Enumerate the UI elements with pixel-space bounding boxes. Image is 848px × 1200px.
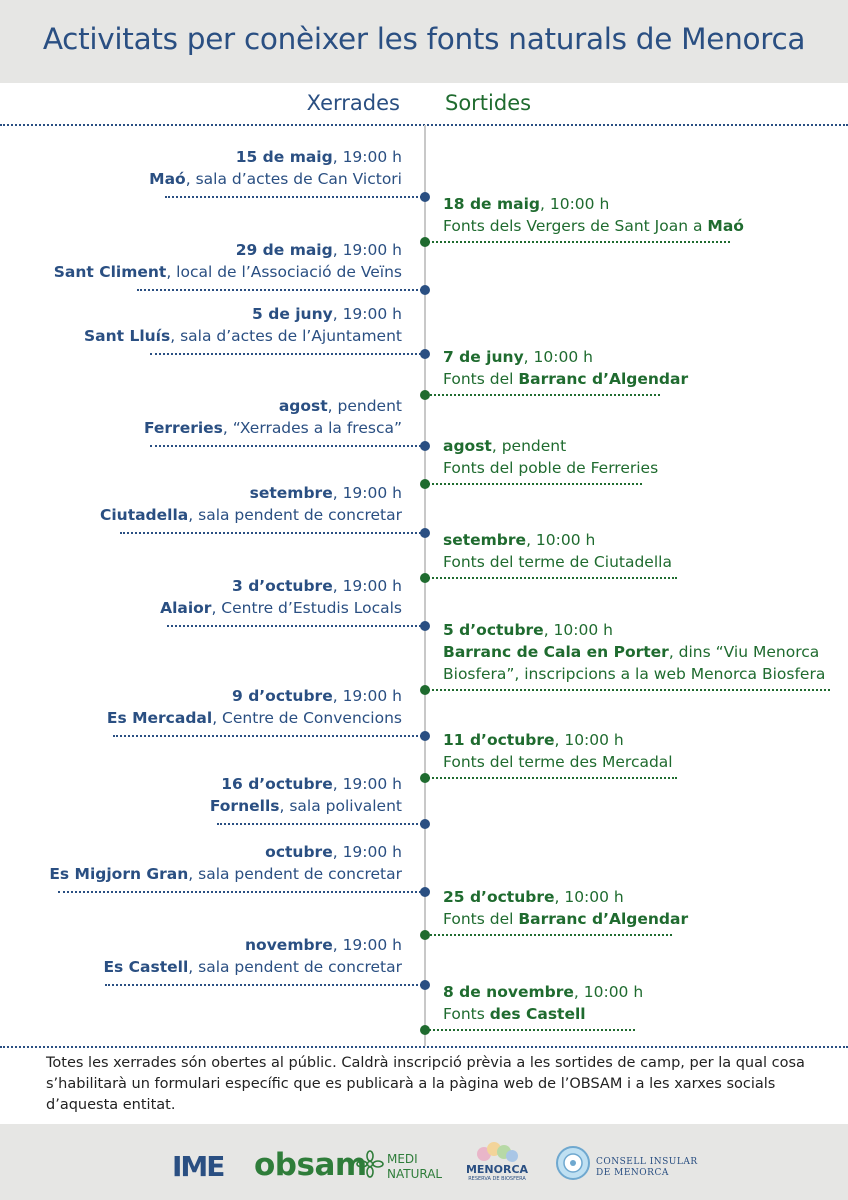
xerrada-entry <box>144 395 402 439</box>
sortida-underline <box>425 577 677 579</box>
xerrada-date: setembre <box>249 484 333 502</box>
xerrada-timeline-dot <box>420 285 430 295</box>
xerrada-date: agost <box>278 397 328 415</box>
obsam-logo: obsam <box>254 1147 367 1183</box>
sortida-date: agost <box>443 437 492 455</box>
sortida-underline <box>425 934 672 936</box>
xerrada-place-line <box>103 956 402 978</box>
sortida-underline <box>425 394 660 396</box>
xerrada-entry <box>49 841 402 885</box>
xerrada-place: Sant Climent <box>53 263 167 281</box>
xerrada-detail: , Centre d’Estudis Locals <box>211 599 402 617</box>
xerrada-timeline-dot <box>420 192 430 202</box>
sortida-underline <box>425 689 830 691</box>
sortida-time: , 10:00 h <box>523 348 593 366</box>
sortida-date: 11 d’octubre <box>443 731 555 749</box>
xerrada-place: Ciutadella <box>99 506 189 524</box>
sortida-time: , 10:00 h <box>573 983 644 1001</box>
sortida-entry <box>443 981 643 1025</box>
sortida-date-line <box>443 981 643 1003</box>
sortida-underline <box>425 777 677 779</box>
sortida-timeline-dot <box>420 685 430 695</box>
sortida-place-text: Fonts del terme des Mercadal <box>443 753 673 771</box>
sortida-underline <box>425 483 642 485</box>
sortida-date: 25 d’octubre <box>443 888 555 906</box>
xerrada-place-line <box>160 597 402 619</box>
xerrada-date-line <box>100 482 402 504</box>
xerrada-entry <box>210 773 402 817</box>
xerrada-place: Es Castell <box>103 958 189 976</box>
xerrada-date-line <box>103 934 402 956</box>
sortida-entry <box>443 619 825 685</box>
xerrada-underline <box>167 625 425 627</box>
xerrada-time: , pendent <box>327 397 402 415</box>
xerrada-timeline-dot <box>420 731 430 741</box>
xerrada-underline <box>58 891 425 893</box>
xerrada-detail: , sala polivalent <box>279 797 402 815</box>
consell-seal-icon <box>555 1145 591 1181</box>
sortida-place-text: Fonts <box>443 1005 490 1023</box>
xerrada-place-line <box>100 504 402 526</box>
sortida-timeline-dot <box>420 573 430 583</box>
timeline-axis <box>424 125 426 1046</box>
sortida-time: , 10:00 h <box>526 531 596 549</box>
sortida-time: , 10:00 h <box>540 195 610 213</box>
xerrada-place: Alaior <box>160 599 212 617</box>
sortida-date-line <box>443 729 673 751</box>
xerrada-place: Sant Lluís <box>83 327 171 345</box>
xerrada-entry <box>103 934 402 978</box>
xerrada-time: , 19:00 h <box>332 936 402 954</box>
xerrada-place-line <box>107 707 402 729</box>
xerrada-time: , 19:00 h <box>332 148 402 166</box>
xerrada-place-line <box>54 261 402 283</box>
sortida-underline <box>425 241 730 243</box>
sortida-place-bold: Barranc de Cala en Porter <box>443 643 669 661</box>
xerrada-date: 15 de maig <box>235 148 333 166</box>
sortida-entry <box>443 729 673 773</box>
registration-note: Totes les xerrades són obertes al públic. Caldrà inscripció prèvia a les sortides de camp, per la qual cosa s’habilitarà un formulari específic que es publicarà a la pàgina web de l’OBSAM i a les xarxes socials d’aquesta entitat. <box>46 1055 805 1113</box>
xerrada-entry <box>149 146 402 190</box>
xerrada-detail: , sala d’actes de Can Victori <box>185 170 402 188</box>
page-title: Activitats per conèixer les fonts naturals de Menorca <box>42 22 806 56</box>
sortida-entry <box>443 435 658 479</box>
sortida-date-line <box>443 346 688 368</box>
sortida-date-line <box>443 529 672 551</box>
xerrada-date: 5 de juny <box>252 305 333 323</box>
xerrada-timeline-dot <box>420 441 430 451</box>
xerrada-date: novembre <box>245 936 333 954</box>
medi-natural-label: MEDI NATURAL <box>387 1152 443 1181</box>
xerrada-date-line <box>160 575 402 597</box>
xerrada-place: Es Mercadal <box>106 709 213 727</box>
xerrada-time: , 19:00 h <box>332 484 402 502</box>
xerrada-underline <box>113 735 425 737</box>
xerrada-place-line <box>84 325 402 347</box>
sortida-place-line <box>443 908 688 930</box>
xerrada-date: 3 d’octubre <box>232 577 333 595</box>
sortida-date: 7 de juny <box>443 348 524 366</box>
me-logo: IME <box>172 1150 224 1183</box>
xerrada-underline <box>217 823 425 825</box>
xerrada-detail: , “Xerrades a la fresca” <box>222 419 402 437</box>
xerrada-date-line <box>107 685 402 707</box>
xerrada-detail: , sala d’actes de l’Ajuntament <box>170 327 402 345</box>
sortida-place-text: Fonts del <box>443 910 519 928</box>
xerrada-underline <box>150 445 425 447</box>
sortida-date: setembre <box>443 531 527 549</box>
sortida-date: 18 de maig <box>443 195 540 213</box>
xerrada-timeline-dot <box>420 819 430 829</box>
xerrada-detail: , Centre de Convencions <box>212 709 402 727</box>
sortida-time: , 10:00 h <box>543 621 613 639</box>
xerrada-timeline-dot <box>420 887 430 897</box>
xerrada-date-line <box>144 395 402 417</box>
sortida-extra-line: Biosfera”, inscripcions a la web Menorca Biosfera <box>443 665 826 683</box>
xerrada-underline <box>150 353 425 355</box>
sortida-entry <box>443 529 672 573</box>
xerrada-underline <box>120 532 425 534</box>
sortida-date-line <box>443 886 688 908</box>
menorca-bubbles-icon <box>474 1140 522 1164</box>
column-heading-xerrades: Xerrades <box>306 91 400 115</box>
sortida-date-line <box>443 435 658 457</box>
sortida-date-line <box>443 193 744 215</box>
sortida-timeline-dot <box>420 773 430 783</box>
sortida-entry <box>443 346 688 390</box>
xerrada-date-line <box>84 303 402 325</box>
xerrada-time: , 19:00 h <box>332 305 402 323</box>
sortida-place-bold: Maó <box>707 217 744 235</box>
xerrada-date-line <box>49 841 402 863</box>
sortida-place-text: Fonts del <box>443 370 519 388</box>
sortida-place-text: Fonts del terme de Ciutadella <box>443 553 672 571</box>
xerrada-entry <box>84 303 402 347</box>
xerrada-place-line <box>49 863 402 885</box>
sortida-time: , pendent <box>491 437 567 455</box>
xerrada-underline <box>165 196 425 198</box>
sortida-place-line <box>443 641 825 663</box>
sortida-place-line <box>443 457 658 479</box>
xerrada-underline <box>137 289 425 291</box>
xerrada-date-line <box>54 239 402 261</box>
sortida-place-bold: des Castell <box>489 1005 586 1023</box>
flower-icon <box>356 1150 384 1178</box>
xerrada-detail: , sala pendent de concretar <box>188 958 402 976</box>
xerrada-place: Ferreries <box>143 419 223 437</box>
xerrada-underline <box>105 984 425 986</box>
xerrada-timeline-dot <box>420 980 430 990</box>
consell-insular-logo: CONSELL INSULAR DE MENORCA <box>596 1157 698 1178</box>
xerrada-time: , 19:00 h <box>332 775 402 793</box>
header-band <box>0 0 848 83</box>
sortida-place-text: , dins “Viu Menorca <box>668 643 820 661</box>
sortida-place-line <box>443 551 672 573</box>
sortida-timeline-dot <box>420 1025 430 1035</box>
xerrada-time: , 19:00 h <box>332 241 402 259</box>
xerrada-detail: , sala pendent de concretar <box>188 506 402 524</box>
sortida-place-line <box>443 215 744 237</box>
xerrada-place: Fornells <box>209 797 280 815</box>
xerrada-time: , 19:00 h <box>332 843 402 861</box>
xerrada-date: octubre <box>265 843 333 861</box>
menorca-logo-subtitle: RESERVA DE BIOSFERA <box>468 1176 526 1182</box>
sortida-time: , 10:00 h <box>554 731 624 749</box>
xerrada-date: 16 d’octubre <box>221 775 333 793</box>
xerrada-entry <box>107 685 402 729</box>
sortida-date: 8 de novembre <box>443 983 574 1001</box>
sortida-underline <box>425 1029 635 1031</box>
xerrada-time: , 19:00 h <box>332 577 402 595</box>
sortida-date: 5 d’octubre <box>443 621 544 639</box>
xerrada-date: 29 de maig <box>235 241 333 259</box>
xerrada-place-line <box>210 795 402 817</box>
xerrada-timeline-dot <box>420 349 430 359</box>
sortida-date-line <box>443 619 825 641</box>
sortida-place-text: Fonts del poble de Ferreries <box>443 459 659 477</box>
sortida-timeline-dot <box>420 390 430 400</box>
sortida-place-bold: Barranc d’Algendar <box>518 370 689 388</box>
xerrada-date: 9 d’octubre <box>232 687 333 705</box>
sortida-time: , 10:00 h <box>554 888 624 906</box>
xerrada-timeline-dot <box>420 528 430 538</box>
xerrada-detail: , sala pendent de concretar <box>188 865 402 883</box>
sortida-place-line <box>443 751 673 773</box>
bottom-divider <box>0 1046 848 1048</box>
sortida-place-line <box>443 368 688 390</box>
sortida-place-bold: Barranc d’Algendar <box>518 910 689 928</box>
xerrada-place-line <box>144 417 402 439</box>
xerrada-place-line <box>149 168 402 190</box>
column-heading-sortides: Sortides <box>445 91 532 115</box>
sortida-entry <box>443 886 688 930</box>
xerrada-place: Es Migjorn Gran <box>49 865 189 883</box>
sortida-timeline-dot <box>420 479 430 489</box>
xerrada-entry <box>54 239 402 283</box>
xerrada-place: Maó <box>149 170 186 188</box>
xerrada-date-line <box>210 773 402 795</box>
menorca-logo: MENORCA <box>465 1163 529 1176</box>
xerrada-timeline-dot <box>420 621 430 631</box>
xerrada-time: , 19:00 h <box>332 687 402 705</box>
sortida-place-line <box>443 1003 643 1025</box>
xerrada-entry <box>100 482 402 526</box>
sortida-entry <box>443 193 744 237</box>
xerrada-date-line <box>149 146 402 168</box>
sortida-place-text: Fonts dels Vergers de Sant Joan a <box>443 217 708 235</box>
xerrada-detail: , local de l’Associació de Veïns <box>166 263 402 281</box>
sortida-timeline-dot <box>420 237 430 247</box>
sortida-timeline-dot <box>420 930 430 940</box>
xerrada-entry <box>160 575 402 619</box>
